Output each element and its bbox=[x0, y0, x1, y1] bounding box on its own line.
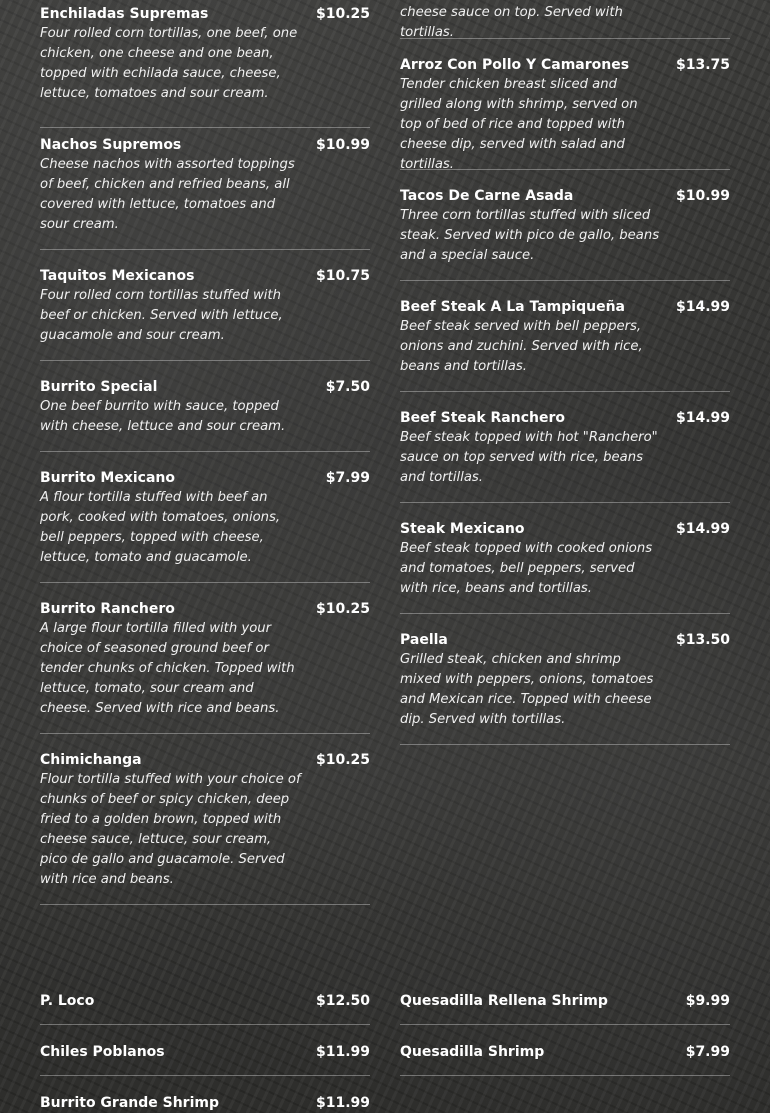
item-description: Tender chicken breast sliced and grilled along with shrimp, served on top of bed of rice and topped with cheese dip, served with salad and tortillas. bbox=[400, 77, 638, 172]
item-description: Three corn tortillas stuffed with sliced steak. Served with pico de gallo, beans and a special sauce. bbox=[400, 208, 660, 263]
item-description: Four rolled corn tortillas, one beef, one chicken, one cheese and one bean, topped with echilada sauce, cheese, lettuce, tomatoes and sour cream. bbox=[40, 26, 298, 101]
item-name: Beef Steak Ranchero bbox=[400, 410, 566, 426]
item-price: $10.99 bbox=[315, 137, 370, 153]
item-description: A large flour tortilla filled with your choice of seasoned ground beef or tender chunks of chicken. Topped with lettuce, tomato, sour cream and cheese. Served with rice and beans. bbox=[40, 621, 295, 716]
item-price: $7.50 bbox=[325, 379, 370, 395]
divider bbox=[40, 360, 370, 361]
item-description: A flour tortilla stuffed with beef an pork, cooked with tomatoes, onions, bell peppers, topped with cheese, lettuce, tomato and guacamole. bbox=[40, 490, 281, 565]
divider bbox=[400, 1024, 730, 1025]
divider bbox=[400, 169, 730, 170]
item-price: $13.75 bbox=[675, 57, 730, 73]
divider bbox=[400, 280, 730, 281]
item-price: $10.25 bbox=[315, 601, 370, 617]
item-name: Beef Steak A La Tampiqueña bbox=[400, 299, 625, 315]
divider bbox=[400, 613, 730, 614]
divider bbox=[400, 391, 730, 392]
item-description: Cheese nachos with assorted toppings of beef, chicken and refried beans, all covered with lettuce, tomatoes and sour cream. bbox=[40, 157, 295, 232]
item-price: $13.50 bbox=[675, 632, 730, 648]
item-price: $14.99 bbox=[675, 521, 730, 537]
item-price: $10.25 bbox=[315, 752, 370, 768]
item-name: Taquitos Mexicanos bbox=[40, 268, 195, 284]
item-name: Quesadilla Shrimp bbox=[400, 1044, 545, 1060]
item-price: $10.75 bbox=[315, 268, 370, 284]
divider bbox=[400, 502, 730, 503]
item-price: $11.99 bbox=[315, 1044, 370, 1060]
divider bbox=[40, 1024, 370, 1025]
divider bbox=[40, 904, 370, 905]
item-price: $7.99 bbox=[685, 1044, 730, 1060]
item-name: Steak Mexicano bbox=[400, 521, 525, 537]
item-name: Nachos Supremos bbox=[40, 137, 182, 153]
item-name: Burrito Grande Shrimp bbox=[40, 1095, 219, 1111]
item-description: Beef steak served with bell peppers, onions and zuchini. Served with rice, beans and tortillas. bbox=[400, 319, 643, 374]
item-description-continued: cheese sauce on top. Served with tortillas. bbox=[400, 5, 623, 40]
divider bbox=[40, 582, 370, 583]
item-price: $11.99 bbox=[315, 1095, 370, 1111]
divider bbox=[40, 127, 370, 128]
divider bbox=[400, 38, 730, 39]
item-name: Burrito Mexicano bbox=[40, 470, 176, 486]
item-name: Quesadilla Rellena Shrimp bbox=[400, 993, 608, 1009]
divider bbox=[40, 249, 370, 250]
item-name: Chiles Poblanos bbox=[40, 1044, 165, 1060]
item-name: Arroz Con Pollo Y Camarones bbox=[400, 57, 630, 73]
item-name: Paella bbox=[400, 632, 448, 648]
item-price: $14.99 bbox=[675, 299, 730, 315]
item-price: $10.25 bbox=[315, 6, 370, 22]
item-name: Burrito Special bbox=[40, 379, 158, 395]
item-name: P. Loco bbox=[40, 993, 95, 1009]
item-name: Chimichanga bbox=[40, 752, 142, 768]
divider bbox=[40, 733, 370, 734]
item-name: Enchiladas Supremas bbox=[40, 6, 209, 22]
item-price: $9.99 bbox=[685, 993, 730, 1009]
item-name: Burrito Ranchero bbox=[40, 601, 175, 617]
item-price: $12.50 bbox=[315, 993, 370, 1009]
divider bbox=[400, 1075, 730, 1076]
item-description: Grilled steak, chicken and shrimp mixed with peppers, onions, tomatoes and Mexican rice. Topped with cheese dip. Served with tortillas. bbox=[400, 652, 654, 727]
item-price: $10.99 bbox=[675, 188, 730, 204]
item-price: $7.99 bbox=[325, 470, 370, 486]
divider bbox=[40, 1075, 370, 1076]
item-description: Beef steak topped with cooked onions and tomatoes, bell peppers, served with rice, beans and tortillas. bbox=[400, 541, 653, 596]
divider bbox=[40, 451, 370, 452]
item-description: Four rolled corn tortillas stuffed with beef or chicken. Served with lettuce, guacamole and sour cream. bbox=[40, 288, 283, 343]
item-description: Flour tortilla stuffed with your choice of chunks of beef or spicy chicken, deep fried to a golden brown, topped with cheese sauce, lettuce, sour cream, pico de gallo and guacamole. Served with rice and beans. bbox=[40, 772, 301, 887]
item-description: One beef burrito with sauce, topped with cheese, lettuce and sour cream. bbox=[40, 399, 286, 434]
item-description: Beef steak topped with hot "Ranchero" sauce on top served with rice, beans and tortillas. bbox=[400, 430, 658, 485]
item-price: $14.99 bbox=[675, 410, 730, 426]
divider bbox=[400, 744, 730, 745]
item-name: Tacos De Carne Asada bbox=[400, 188, 574, 204]
